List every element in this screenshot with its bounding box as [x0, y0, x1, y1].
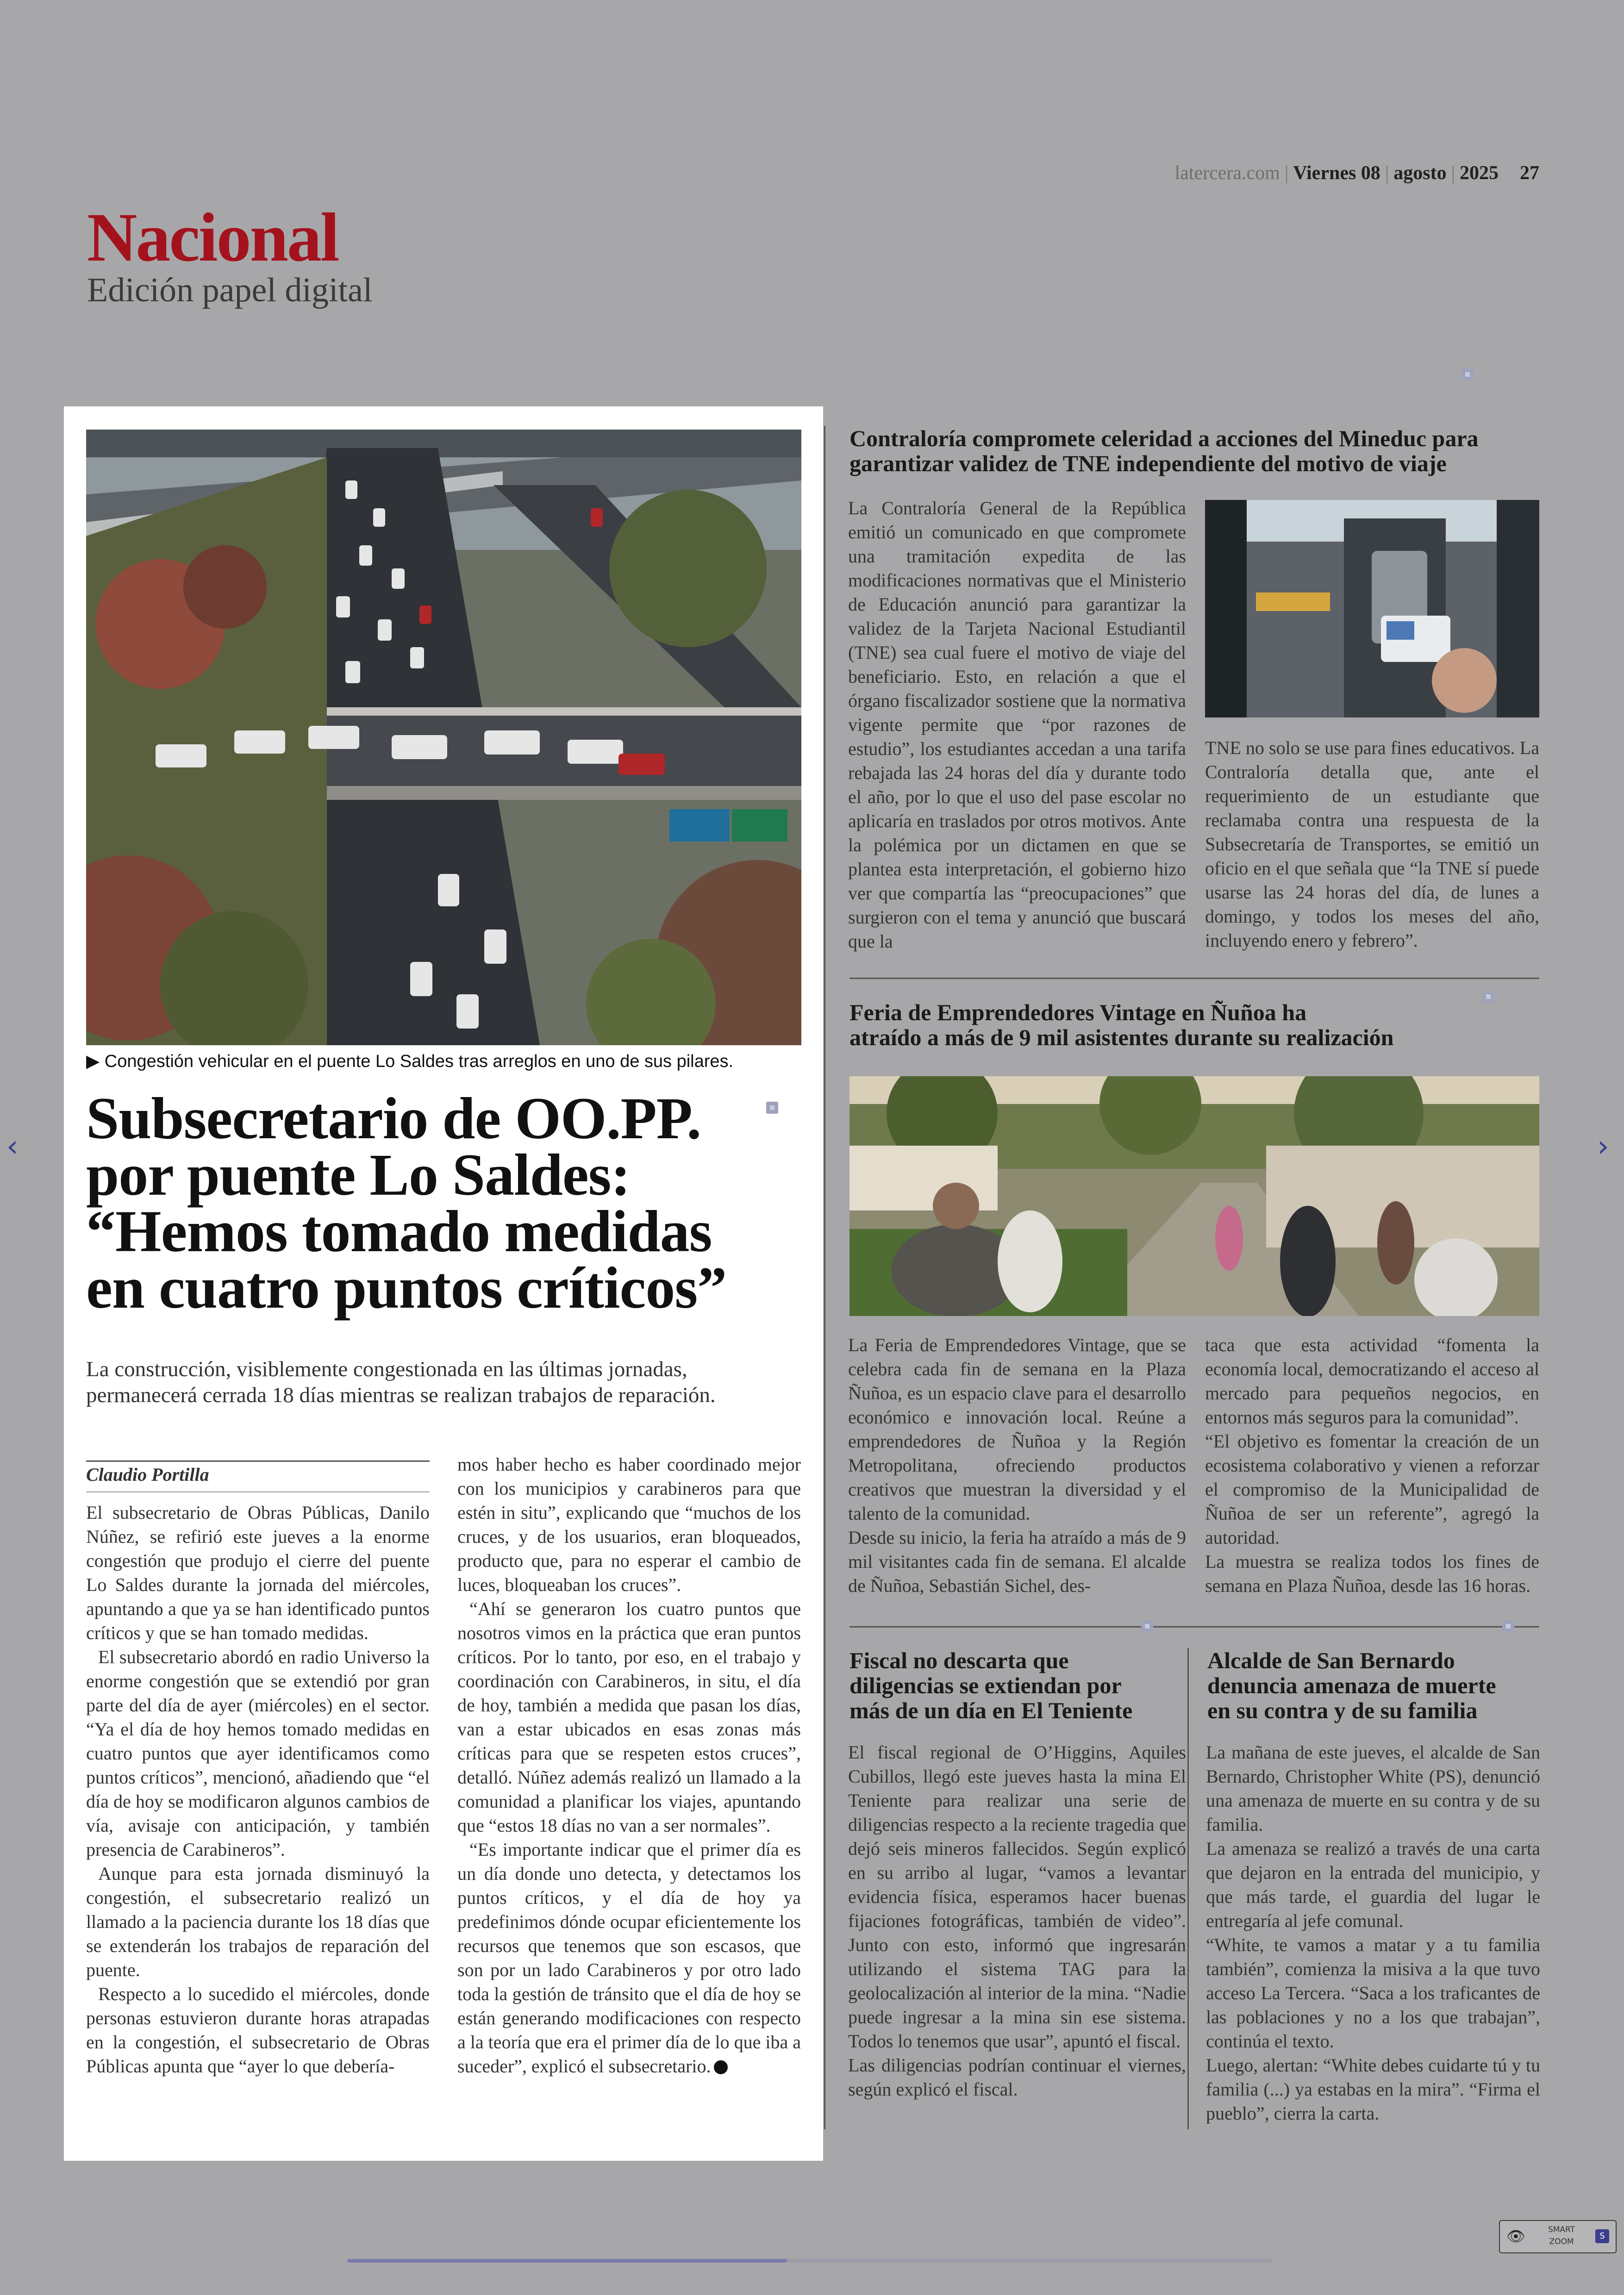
- paragraph: “El objetivo es fomentar la creación de un ecosistema colaborativo y vienen a reforzar el compromiso de la Municipalidad de Ñuñoa de ser un referente”, agregó la autoridad.: [1205, 1431, 1539, 1548]
- alcalde-body: [1206, 1740, 1540, 2126]
- main-deck: La construcción, visiblemente congestionada en las últimas jornadas, permanecerá cerrada 18 días mientras se realizan trabajos de reparación.: [86, 1357, 716, 1407]
- byline: Claudio Portilla: [86, 1464, 209, 1485]
- site-name: latercera.com: [1174, 162, 1280, 184]
- next-page-button[interactable]: [1597, 1129, 1609, 1164]
- fiscal-body: [848, 1740, 1186, 2102]
- chevron-right-icon: ›: [1597, 1129, 1609, 1164]
- paragraph: El fiscal regional de O’Higgins, Aquiles Cubillos, llegó este jueves hasta la mina El Teniente para realizar una serie de diligencias respecto a la reciente tragedia que dejó seis mineros fallecidos. Según explicó en su arribo al lugar, “vamos a levantar evidencia física, esperamos hacer buenas fijaciones fotográficas, también de video”. Junto con esto, informó que ingresarán utilizando el sistema TAG para la geolocalización al interior de la mina. “Nadie puede ingresar a la mina sin ese sistema. Todos lo tenemos que usar”, apuntó el fiscal.: [848, 1742, 1186, 2052]
- smart-zoom-badge: S: [1595, 2229, 1609, 2243]
- headline-line: en su contra y de su familia: [1207, 1697, 1478, 1723]
- article-hotspot-icon[interactable]: [1462, 368, 1474, 380]
- headline-line: “Hemos tomado medidas: [86, 1198, 712, 1264]
- section-subtitle: Edición papel digital: [87, 271, 373, 309]
- main-body-column-1: [86, 1501, 430, 2078]
- headline-line: Fiscal no descarta que: [849, 1647, 1069, 1673]
- tne-card-photo: [1205, 500, 1539, 717]
- date-month: agosto: [1393, 162, 1447, 184]
- headline-line: Feria de Emprendedores Vintage en Ñuñoa ha: [849, 999, 1307, 1025]
- alcalde-headline[interactable]: [1207, 1648, 1541, 1723]
- story-divider: [849, 1626, 1539, 1628]
- previous-page-button[interactable]: [6, 1129, 19, 1164]
- page-dateline: latercera.com | Viernes 08 | agosto | 2025 27: [1174, 162, 1539, 184]
- headline-line: garantizar validez de TNE independiente del motivo de viaje: [849, 450, 1447, 476]
- byline-rule: [86, 1460, 430, 1462]
- byline-rule: [86, 1491, 430, 1492]
- paragraph: Aunque para esta jornada disminuyó la congestión, el subsecretario realizó un llamado a la paciencia durante los 18 días que se extenderán los trabajos de reparación del puente.: [86, 1863, 430, 1980]
- main-headline: [86, 1085, 790, 1321]
- paragraph: La muestra se realiza todos los fines de semana en Plaza Ñuñoa, desde las 16 horas.: [1205, 1551, 1539, 1596]
- paragraph: La mañana de este jueves, el alcalde de San Bernardo, Christopher White (PS), denunció una amenaza de muerte en su contra y de su familia.: [1206, 1742, 1540, 1835]
- paragraph: Respecto a lo sucedido el miércoles, donde personas estuvieron durante horas atrapadas en la congestión, el subsecretario de Obras Públicas apunta que “ayer lo que debería-: [86, 1983, 430, 2077]
- chevron-left-icon: ‹: [6, 1129, 19, 1164]
- section-title: Nacional: [87, 199, 338, 276]
- bridge-traffic-photo: [86, 430, 801, 1045]
- column-divider: [824, 426, 825, 2129]
- paragraph: El subsecretario de Obras Públicas, Danilo Núñez, se refirió este jueves a la enorme congestión que produjo el cierre del puente Lo Saldes durante la jornada del miércoles, apuntando a que ya se han identificado puntos críticos y que se han tomado medidas.: [86, 1502, 430, 1643]
- tne-body-column-1: La Contraloría General de la República emitió un comunicado en que compromete una tramitación expedita de las modificaciones normativas que el Ministerio de Educación anunció para garantizar la validez de la Tarjeta Nacional Estudiantil (TNE) sea cual fuere el motivo de viaje del beneficiario. Esto, en relación a que el órgano fiscalizador sostiene que la normativa vigente permite que “por razones de estudio”, los estudiantes accedan a una tarifa rebajada las 24 horas del día y durante todo el año, por lo que el uso del pase escolar no aplicaría en traslados por otros motivos. Ante la polémica por un dictamen en que se plantea esta interpretación, el gobierno hizo ver que compartía las “preocupaciones” que surgieron con el tema y anunció que buscará que la: [848, 498, 1186, 952]
- story-divider: [849, 978, 1539, 979]
- date-year: 2025: [1460, 162, 1499, 184]
- headline-line: diligencias se extiendan por: [849, 1672, 1122, 1698]
- date-day: Viernes 08: [1293, 162, 1380, 184]
- paragraph: “White, te vamos a matar y a tu familia también”, comienza la misiva a la que tuvo acceso La Tercera. “Saca a los traficantes de las poblaciones y no a los que trabajan”, continúa el texto.: [1206, 1934, 1540, 2052]
- article-hotspot-icon[interactable]: [766, 1102, 778, 1114]
- tne-body-column-2: TNE no solo se use para fines educativos. La Contraloría detalla que, ante el requerimiento de un estudiante que reclamaba contra una respuesta de la Subsecretaría de Transportes, se emitió un oficio en el que señala que “la TNE sí puede usarse las 24 horas del día, de lunes a domingo, y todos los meses del año, incluyendo enero y febrero”.: [1205, 737, 1539, 951]
- feria-body-column-1: [848, 1333, 1186, 1598]
- photo-caption: ▶ Congestión vehicular en el puente Lo Saldes tras arreglos en uno de sus pilares.: [86, 1052, 734, 1071]
- paragraph: [457, 1838, 801, 2078]
- end-mark-icon: [714, 2060, 728, 2074]
- paragraph: mos haber hecho es haber coordinado mejor con los municipios y carabineros para que estén in situ”, explicando que “muchos de los cruces, y de los usuarios, eran bloqueados, producto que, para no esperar el cambio de luces, bloqueaban los cruces”.: [457, 1454, 801, 1595]
- reading-progress-fill: [347, 2259, 787, 2263]
- feria-body-column-2: [1205, 1333, 1539, 1598]
- article-hotspot-icon[interactable]: [1141, 1620, 1153, 1632]
- paragraph: “Ahí se generaron los cuatro puntos que nosotros vimos en la práctica que eran puntos críticos. Por lo tanto, por eso, en el trabajo y coordinación con Carabineros, in situ, el día de hoy, también a medida que pasan los días, van a estar ubicados en esas zonas más críticas para que se respeten estos cruces”, detalló. Núñez además realizó un llamado a la comunidad a planificar los viajes, apuntando que “estos 18 días no van a ser normales”.: [457, 1598, 801, 1836]
- feria-headline[interactable]: [849, 1000, 1539, 1050]
- headline-line: Subsecretario de OO.PP.: [86, 1085, 701, 1151]
- smart-zoom-label: SMART ZOOM: [1548, 2225, 1575, 2246]
- eye-icon: 👁: [1506, 2227, 1525, 2245]
- headline-line: más de un día en El Teniente: [849, 1697, 1133, 1723]
- tne-headline[interactable]: [849, 426, 1539, 476]
- paragraph: Desde su inicio, la feria ha atraído a más de 9 mil visitantes cada fin de semana. El alcalde de Ñuñoa, Sebastián Sichel, des-: [848, 1527, 1186, 1596]
- headline-line: Alcalde de San Bernardo: [1207, 1647, 1455, 1673]
- headline-line: por puente Lo Saldes:: [86, 1142, 631, 1208]
- paragraph: taca que esta actividad “fomenta la economía local, democratizando el acceso al mercado para pequeños negocios, en entornos más seguros para la comunidad”.: [1205, 1335, 1539, 1428]
- paragraph: La Feria de Emprendedores Vintage, que se celebra cada fin de semana en la Plaza Ñuñoa, es un espacio clave para el desarrollo económico e innovación local. Reúne a emprendedores de Ñuñoa y la Región Metropolitana, ofreciendo productos creativos que muestran la diversidad y el talento de la comunidad.: [848, 1335, 1186, 1524]
- feria-crowd-photo: [849, 1076, 1539, 1316]
- paragraph: La amenaza se realizó a través de una carta que dejaron en la entrada del municipio, y que más tarde, el guardia del lugar le entregaría al jefe comunal.: [1206, 1838, 1540, 1931]
- page-number: 27: [1520, 162, 1539, 184]
- headline-line: atraído a más de 9 mil asistentes durante su realización: [849, 1024, 1394, 1050]
- paragraph: Luego, alertan: “White debes cuidarte tú y tu familia (...) ya estabas en la mira”. “Firma el pueblo”, cierra la carta.: [1206, 2055, 1540, 2124]
- headline-line: Contraloría compromete celeridad a acciones del Mineduc para: [849, 425, 1479, 451]
- main-body-column-2: [457, 1453, 801, 2078]
- smart-zoom-button[interactable]: [1499, 2220, 1617, 2253]
- paragraph: El subsecretario abordó en radio Universo la enorme congestión que se extendió por gran parte del día de ayer (miércoles) en el sector. “Ya el día de hoy hemos tomado medidas en cuatro puntos que ayer identificamos como puntos críticos”, mencionó, añadiendo que “el día de hoy se modificaron algunos cambios de vía, avisaje con anticipación, y también presencia de Carabineros”.: [86, 1646, 430, 1860]
- paragraph-text: “Es importante indicar que el primer día es un día donde uno detecta, y detectamos los puntos críticos, y el día de hoy ya predefinimos dónde ocupar eficientemente los recursos que tenemos que son escasos, que son por un lado Carabineros y por otro lado toda la gestión de tránsito que el día de hoy se están generando modificaciones con respecto a la teoría que era el primer día de lo que iba a suceder”, explicó el subsecretario.: [457, 1839, 801, 2077]
- headline-line: denuncia amenaza de muerte: [1207, 1672, 1496, 1698]
- fiscal-headline[interactable]: [849, 1648, 1187, 1723]
- article-hotspot-icon[interactable]: [1502, 1620, 1514, 1632]
- paragraph: Las diligencias podrían continuar el viernes, según explicó el fiscal.: [848, 2055, 1186, 2100]
- column-divider: [1187, 1648, 1189, 2129]
- headline-line: en cuatro puntos críticos”: [86, 1255, 727, 1321]
